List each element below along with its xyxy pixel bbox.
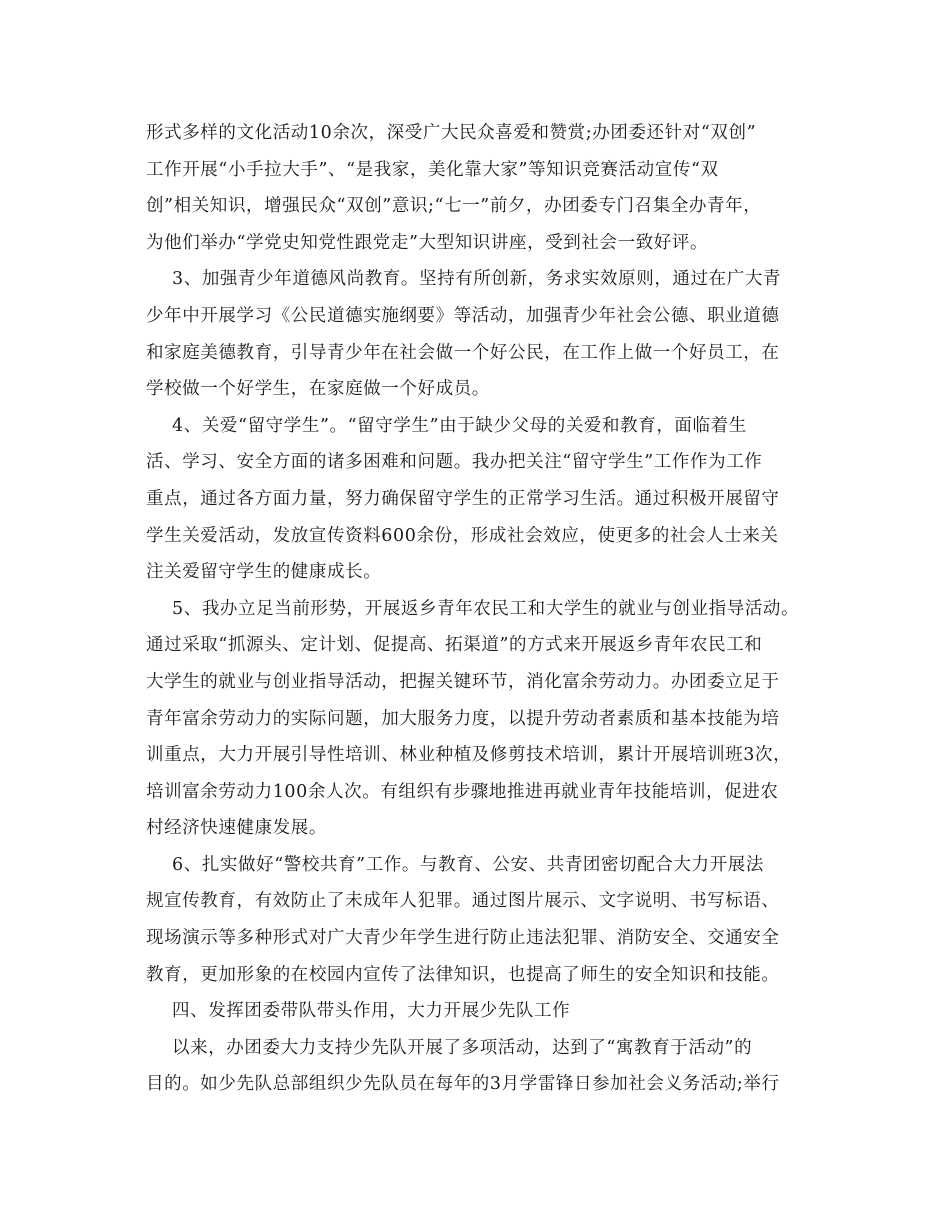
text-line: 通过采取“抓源头、定计划、促提高、拓渠道”的方式来开展返乡青年农民工和	[146, 635, 763, 656]
document-body	[146, 115, 826, 1103]
text-line: 5、我办立足当前形势，开展返乡青年农民工和大学生的就业与创业指导活动。	[172, 598, 800, 619]
text-line: 4、关爱“留守学生”。“留守学生”由于缺少父母的关爱和教育，面临着生	[172, 415, 747, 436]
text-line: 少年中开展学习《公民道德实施纲要》等活动，加强青少年社会公德、职业道德	[146, 305, 780, 326]
text-line: 村经济快速健康发展。	[146, 818, 327, 839]
text-line: 和家庭美德教育，引导青少年在社会做一个好公民，在工作上做一个好员工，在	[146, 342, 780, 363]
text-line: 教育，更加形象的在校园内宣传了法律知识，也提高了师生的安全知识和技能。	[146, 964, 780, 985]
text-line: 活、学习、安全方面的诸多困难和问题。我办把关注“留守学生”工作作为工作	[146, 452, 763, 473]
text-line: 3、加强青少年道德风尚教育。坚持有所创新，务求实效原则，通过在广大青	[172, 269, 782, 290]
text-line: 形式多样的文化活动10余次，深受广大民众喜爱和赞赏;办团委还针对“双创”	[146, 123, 757, 143]
text-line: 规宣传教育，有效防止了未成年人犯罪。通过图片展示、文字说明、书写标语、	[146, 891, 780, 912]
text-line: 重点，通过各方面力量，努力确保留守学生的正常学习生活。通过积极开展留守	[146, 488, 780, 509]
text-line: 大学生的就业与创业指导活动，把握关键环节，消化富余劳动力。办团委立足于	[146, 671, 780, 692]
text-line: 四、发挥团委带队带头作用，大力开展少先队工作	[172, 1001, 571, 1022]
text-line: 学生关爱活动，发放宣传资料600余份，形成社会效应，使更多的社会人士来关	[146, 525, 779, 546]
text-line: 目的。如少先队总部组织少先队员在每年的3月学雷锋日参加社会义务活动;举行	[146, 1074, 780, 1095]
text-line: 工作开展“小手拉大手”、“是我家，美化靠大家”等知识竞赛活动宣传“双	[146, 159, 719, 180]
text-line: 创”相关知识，增强民众“双创”意识;“七一”前夕，办团委专门召集全办青年，	[146, 196, 762, 217]
text-line: 为他们举办“学党史知党性跟党走”大型知识讲座，受到社会一致好评。	[146, 232, 709, 253]
text-line: 青年富余劳动力的实际问题，加大服务力度，以提升劳动者素质和基本技能为培	[146, 708, 780, 729]
text-line: 6、扎实做好“警校共育”工作。与教育、公安、共青团密切配合大力开展法	[172, 854, 764, 875]
text-line: 训重点，大力开展引导性培训、林业种植及修剪技术培训，累计开展培训班3次，	[146, 745, 792, 766]
text-line: 学校做一个好学生，在家庭做一个好成员。	[146, 379, 490, 400]
text-line: 注关爱留守学生的健康成长。	[146, 562, 382, 583]
text-line: 现场演示等多种形式对广大青少年学生进行防止违法犯罪、消防安全、交通安全	[146, 928, 780, 949]
text-line: 以来，办团委大力支持少先队开展了多项活动，达到了“寓教育于活动”的	[172, 1037, 753, 1058]
text-line: 培训富余劳动力100余人次。有组织有步骤地推进再就业青年技能培训，促进农	[146, 781, 779, 802]
